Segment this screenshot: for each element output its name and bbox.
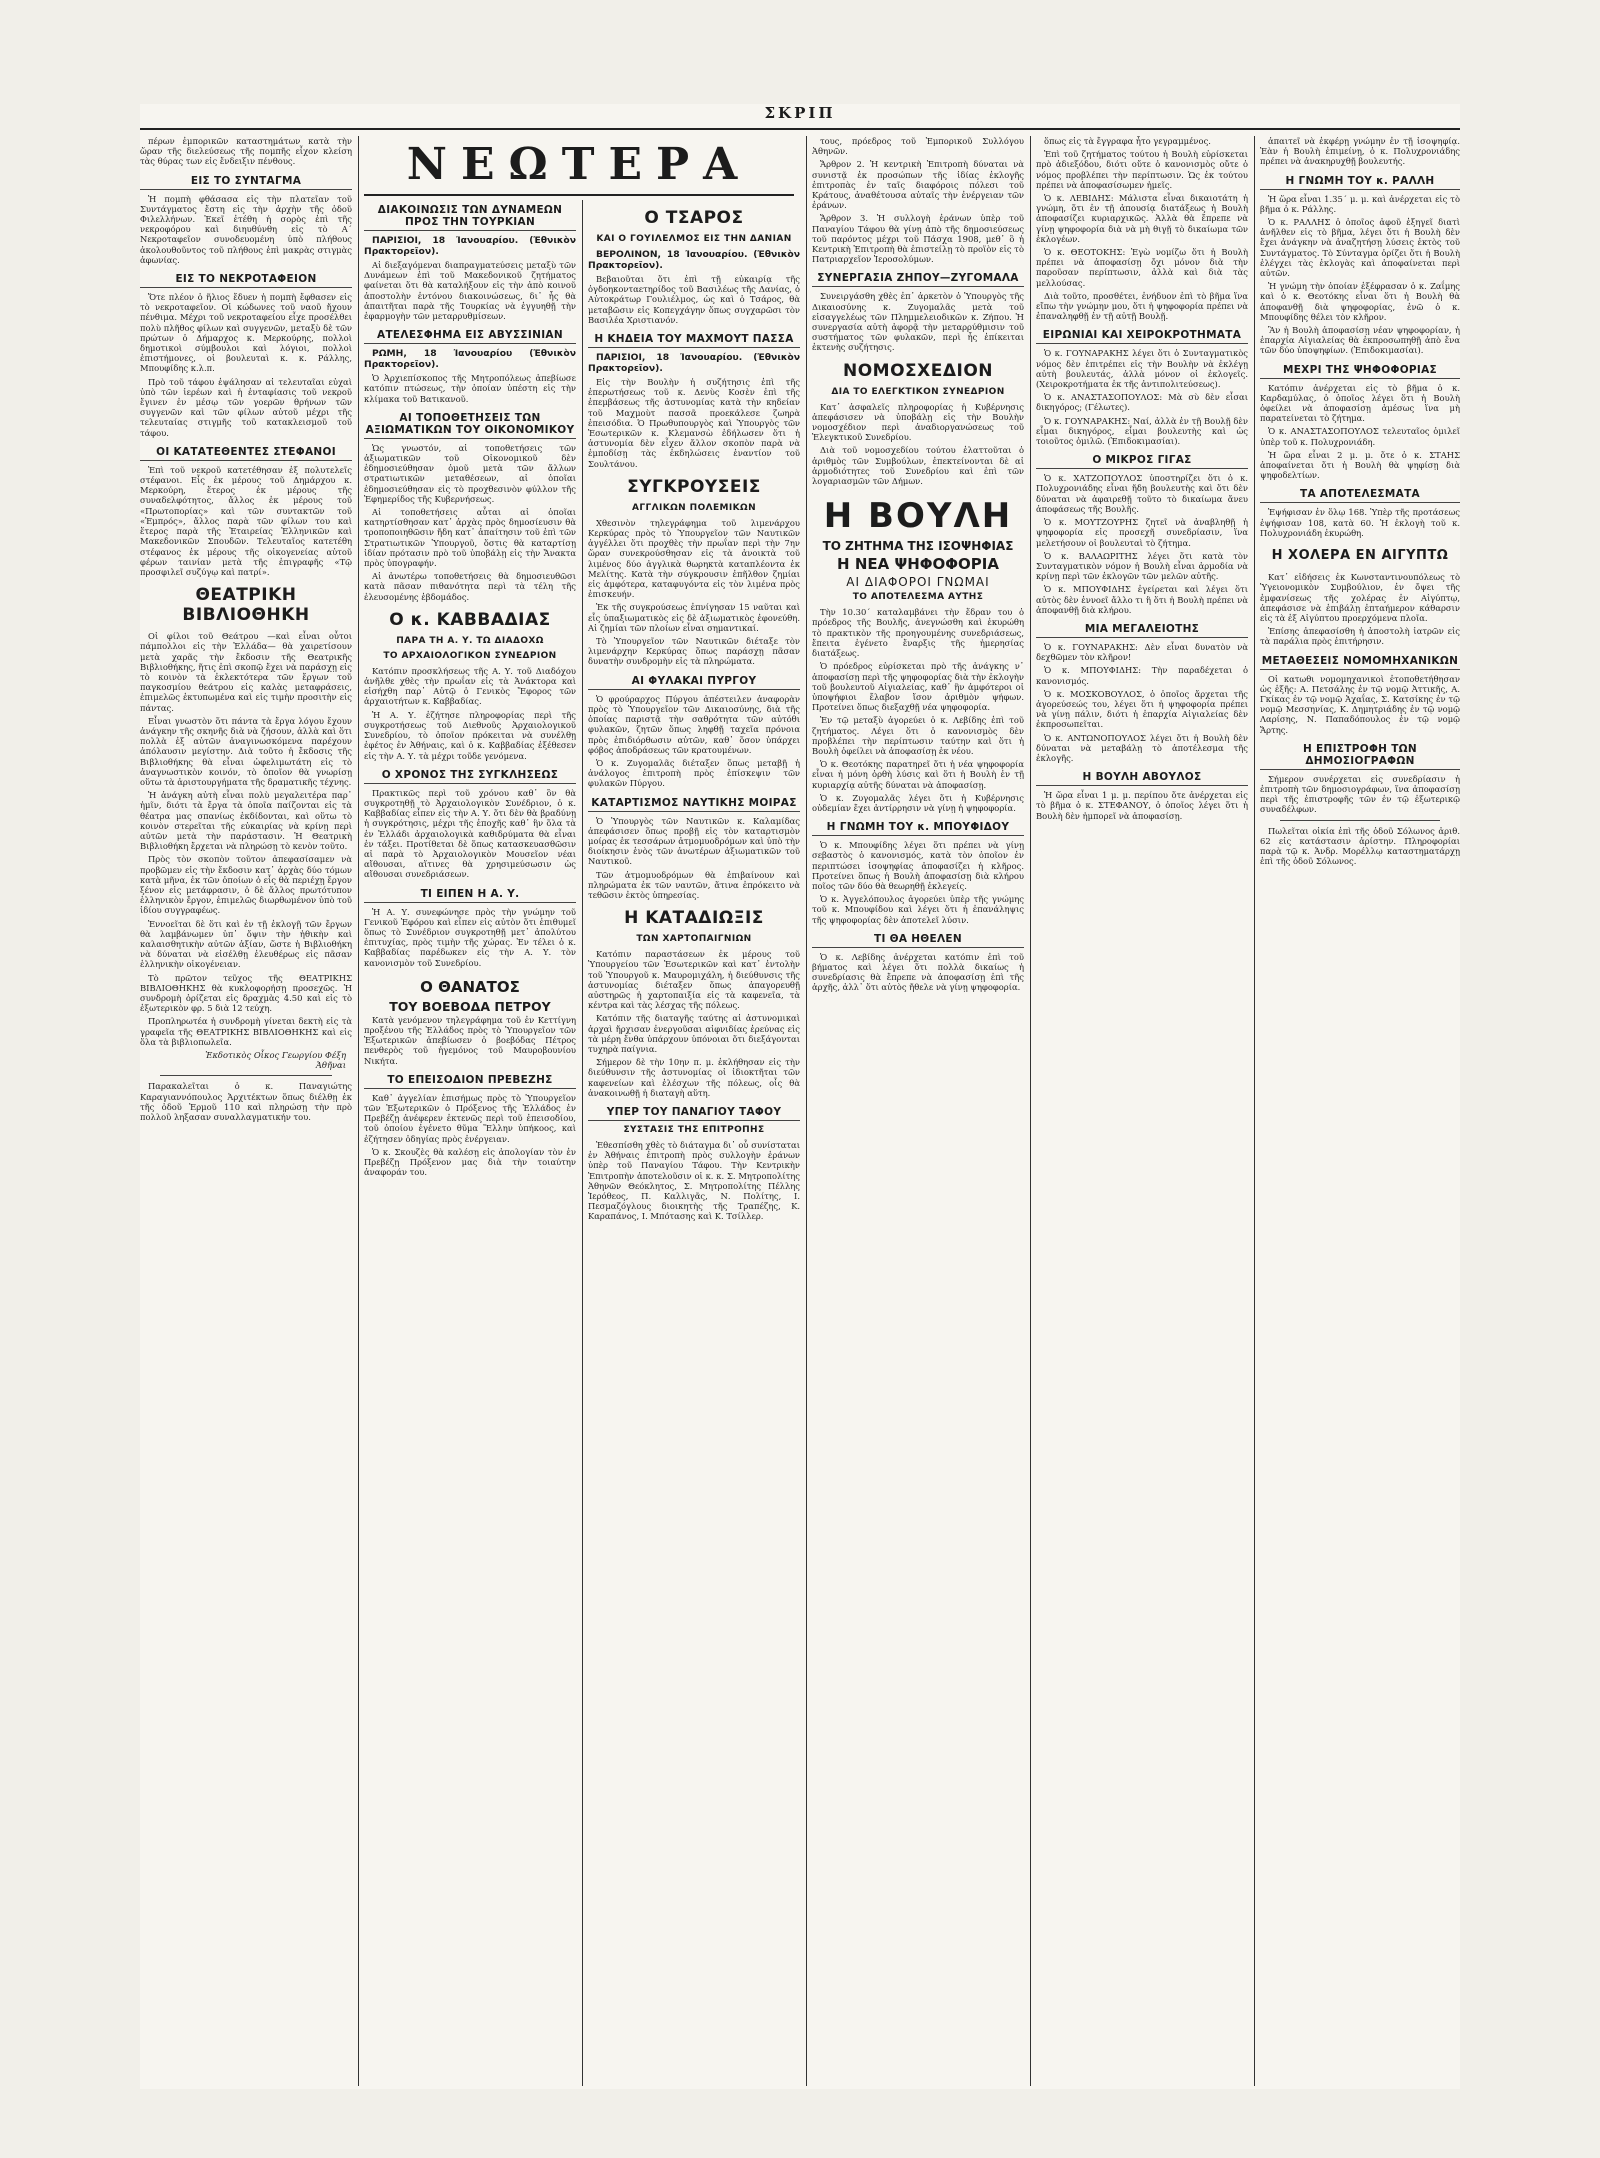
headline: ΤΟ ΕΠΕΙΣΟΔΙΟΝ ΠΡΕΒΕΖΗΣ: [364, 1072, 576, 1089]
paragraph: [364, 235, 576, 257]
paragraph: Ἡ Α. Υ. συνεφώνησε πρὸς τὴν γνώμην τοῦ Γενικοῦ Ἐφόρου καὶ εἶπεν εἰς αὐτὸν ὅτι ἐπιθυμεῖ ὅπως τὸ Συνέδριον συγκροτηθῇ μετ᾽ ἀπολύτου ἐπιτυχίας, πρὸς τιμὴν τῆς χώρας. Ἐν τέλει ὁ κ. Καββαδίας παρέδωκεν εἰς τὴν Α. Υ. τὸν κανονισμὸν τοῦ Συνεδρίου.: [364, 906, 576, 968]
dateline: ΠΑΡΙΣΙΟΙ, 18 Ἰανουαρίου. (Ἐθνικὸν Πρακτορεῖον).: [588, 352, 800, 375]
column-5: [1036, 136, 1248, 2086]
headline-large: Ο ΘΑΝΑΤΟΣ: [420, 977, 520, 996]
paragraph: Ἐθεσπίσθη χθὲς τὸ διάταγμα δι᾽ οὗ συνίσταται ἐν Ἀθήναις ἐπιτροπὴ πρὸς συλλογὴν ἐράνων ὑπὲρ τοῦ Παναγίου Τάφου. Τὴν Κεντρικὴν Ἐπιτροπὴν ἀποτελοῦσιν οἱ κ. κ. Σ. Μητροπολίτης Ἀθηνῶν Θεόκλητος, Σ. Μητροπολίτης Πέλλης Ἱερόθεος, Π. Καλλιγᾶς, Ν. Πολίτης, Ι. Πεσμαζόγλους διοικητὴς τῆς Τραπέζης, Κ. Καραπάνος, Ι. Μπότασης καὶ Κ. Τσίλλερ.: [588, 1139, 800, 1222]
paragraph: Ὅτε πλέον ὁ ἥλιος ἔδυεν ἡ πομπὴ ἔφθασεν εἰς τὸ νεκροταφεῖον. Οἱ κώδωνες τοῦ ναοῦ ἤχουν πένθιμα. Μέχρι τοῦ νεκροταφείου εἶχε προσέλθει πολὺ πλῆθος φίλων καὶ συγγενῶν, μεταξὺ δὲ τῶν πρώτων ὁ Δήμαρχος κ. Μερκούρης, πολλοὶ δημοτικοὶ σύμβουλοι καὶ λόγιοι, πολλοὶ ἐπιστήμονες, οἱ βουλευταὶ κ. κ. Ράλλης, Μπουφίδης κ.λ.π.: [140, 292, 352, 374]
paragraph: Ἂν ἡ Βουλὴ ἀποφασίσῃ νέαν ψηφοφορίαν, ἡ ἐπαρχία Αἰγιαλείας θὰ ἐκπροσωπηθῇ ἀπὸ ἕνα τῶν δύο ὑποψηφίων. (Ἐπιδοκιμασίαι).: [1260, 325, 1460, 356]
paragraph: [588, 352, 800, 374]
column-rule: [582, 200, 583, 2086]
paragraph: Αἱ τοποθετήσεις αὗται αἱ ὁποῖαι κατηρτίσθησαν κατ᾽ ἀρχὰς πρὸς δημοσίευσιν θὰ τροποποιηθῶσιν ἤδη κατ᾽ ἀπαίτησιν τοῦ ἐπὶ τῶν Στρατιωτικῶν Ὑπουργοῦ, ὅστις θὰ καταρτίσῃ ἰδίαν πρότασιν πρὸ τοῦ ὑποβάλῃ εἰς τὴν Ἄνακτα πρὸς ὑπογραφήν.: [364, 507, 576, 569]
headline: ΕΙΡΩΝΙΑΙ ΚΑΙ ΧΕΙΡΟΚΡΟΤΗΜΑΤΑ: [1036, 327, 1248, 344]
subheadline: ΣΥΣΤΑΣΙΣ ΤΗΣ ΕΠΙΤΡΟΠΗΣ: [623, 1124, 765, 1135]
headline-large: ΘΕΑΤΡΙΚΗ ΒΙΒΛΙΟΘΗΚΗ: [182, 585, 310, 626]
headline: ΚΑΤΑΡΤΙΣΜΟΣ ΝΑΥΤΙΚΗΣ ΜΟΙΡΑΣ: [588, 795, 800, 812]
headline-large: ΣΥΓΚΡΟΥΣΕΙΣ: [627, 476, 761, 497]
paragraph: Ὁ κ. ΒΑΛΑΩΡΙΤΗΣ λέγει ὅτι κατὰ τὸν Συνταγματικὸν νόμον ἡ Βουλὴ εἶναι ἁρμοδία νὰ κρίνῃ περὶ τῶν ἐκλογῶν τῶν μελῶν αὐτῆς.: [1036, 550, 1248, 582]
column-rule: [806, 136, 807, 2086]
columns: [140, 136, 1460, 2086]
paragraph: Ὁ κ. Ἀγγελόπουλος ἀγορεύει ὑπὲρ τῆς γνώμης τοῦ κ. Μπουφίδου καὶ λέγει ὅτι ἡ ἐπανάληψις τῆς ψηφοφορίας δὲν ἀποτελεῖ λύσιν.: [812, 894, 1024, 925]
newspaper-page: [140, 104, 1460, 2089]
subheadline: ΤΟ ΑΠΟΤΕΛΕΣΜΑ ΑΥΤΗΣ: [852, 592, 984, 603]
paragraph: Τὸ Ὑπουργεῖον τῶν Ναυτικῶν διέταξε τὸν λιμενάρχην Κερκύρας ὅπως παράσχῃ πᾶσαν δυνατὴν συνδρομὴν εἰς τὰ πληρώματα.: [588, 636, 800, 667]
paragraph: Σήμερον συνέρχεται εἰς συνεδρίασιν ἡ ἐπιτροπὴ τῶν δημοσιογράφων, ἵνα ἀποφασίσῃ περὶ τῆς ἐπιστροφῆς τῶν ἐν τῷ ἐξωτερικῷ συναδέλφων.: [1260, 773, 1460, 815]
notice: Πωλεῖται οἰκία ἐπὶ τῆς ὁδοῦ Σόλωνος ἀριθ. 62 εἰς κατάστασιν ἀρίστην. Πληροφορίαι παρὰ τῷ κ. Ἀνδρ. Μορέλλῳ καταστηματάρχῃ ἐπὶ τῆς ὁδοῦ Σόλωνος.: [1260, 825, 1460, 867]
paragraph: Ὁ κ. Λεβίδης ἀνέρχεται κατόπιν ἐπὶ τοῦ βήματος καὶ λέγει ὅτι πολλὰ δικαίως ἡ συνεδρίασις θὰ ἔπρεπε νὰ ἀποφασίσῃ ἐπὶ τῆς ἀρχῆς, ἀλλ᾽ ὅτι αὐτὸς ἤθελε νὰ γίνῃ ψηφοφορία.: [812, 951, 1024, 993]
headline: ΑΤΕΛΕΣΦΗΜΑ ΕΙΣ ΑΒΥΣΣΙΝΙΑΝ: [364, 327, 576, 344]
paragraph: Ἐννοεῖται δὲ ὅτι καὶ ἐν τῇ ἐκλογῇ τῶν ἔργων θὰ λαμβάνωμεν ὑπ᾽ ὄψιν τὴν ἠθικὴν καὶ καλαισθητικὴν αὐτῶν ἀξίαν, ὥστε ἡ Βιβλιοθήκη νὰ δύναται νὰ εἰσέλθῃ ἐλευθέρως εἰς πᾶσαν ἑλληνικὴν οἰκογένειαν.: [140, 918, 352, 970]
headline: ΜΙΑ ΜΕΓΑΛΕΙΟΤΗΣ: [1036, 621, 1248, 638]
paragraph: Ὁ κ. Ζυγομαλᾶς διέταξεν ὅπως μεταβῇ ἡ ἀνάλογος ἐπιτροπὴ πρὸς ἐπίσκεψιν τῶν φυλακῶν Πύργου.: [588, 757, 800, 789]
headline: ΜΕΤΑΘΕΣΕΙΣ ΝΟΜΟΜΗΧΑΝΙΚΩΝ: [1260, 653, 1460, 670]
paragraph: ὅπως εἰς τὰ ἔγγραφα ἦτο γεγραμμένος.: [1044, 136, 1211, 146]
headline: Η ΒΟΥΛΗ ΑΒΟΥΛΟΣ: [1036, 769, 1248, 786]
paragraph: Ἐπὶ τοῦ ζητήματος τούτου ἡ Βουλὴ εὑρίσκεται πρὸ ἀδιεξόδου, διότι οὔτε ὁ κανονισμὸς οὔτε ὁ νόμος προβλέπει τὴν περίπτωσιν. Ὡς ἐκ τούτου πρέπει νὰ ἀποφασίσωμεν ἡμεῖς.: [1036, 149, 1248, 190]
divider: [1280, 820, 1440, 821]
paragraph: Ὁ Ὑπουργὸς τῶν Ναυτικῶν κ. Καλαμίδας ἀπεφάσισεν ὅπως προβῇ εἰς τὸν καταρτισμὸν μοίρας ἐκ τεσσάρων ἀτμομυοδρόμων καὶ ὑπὸ τὴν διοίκησιν ἑνὸς τῶν ἀνωτέρων ἀξιωματικῶν τοῦ Ναυτικοῦ.: [588, 815, 800, 867]
paragraph: Ἄρθρον 3. Ἡ συλλογὴ ἐράνων ὑπὲρ τοῦ Παναγίου Τάφου θὰ γίνῃ ἀπὸ τῆς δημοσιεύσεως τοῦ παρόντος μέχρι τοῦ Πάσχα 1908, μεθ᾽ ὃ ἡ Κεντρικὴ Ἐπιτροπὴ θὰ ἐπιστείλῃ τὸ προϊὸν εἰς τὸ Πατριαρχεῖον Ἱεροσολύμων.: [812, 213, 1024, 265]
headline: ΕΙΣ ΤΟ ΝΕΚΡΟΤΑΦΕΙΟΝ: [140, 271, 352, 288]
paragraph: Ὁ κ. ΑΝΤΩΝΟΠΟΥΛΟΣ λέγει ὅτι ἡ Βουλὴ δὲν δύναται νὰ μεταβάλῃ τὸ ἀποτέλεσμα τῆς ἐκλογῆς.: [1036, 732, 1248, 763]
headline: ΤΙ ΘΑ ΗΘΕΛΕΝ: [812, 931, 1024, 948]
column-6: [1260, 136, 1460, 2086]
subheadline: ΑΓΓΛΙΚΩΝ ΠΟΛΕΜΙΚΩΝ: [632, 502, 756, 513]
paragraph: Κατόπιν ἀνέρχεται εἰς τὸ βῆμα ὁ κ. Καρδαμύλας, ὁ ὁποῖος λέγει ὅτι ἡ Βουλὴ ὀφείλει νὰ ἀποφασίσῃ ἀμέσως ἵνα μὴ παρατείνεται τὸ ζήτημα.: [1260, 382, 1460, 424]
paragraph: Αἱ ἀνωτέρω τοποθετήσεις θὰ δημοσιευθῶσι κατὰ πᾶσαν πιθανότητα περὶ τὰ τέλη τῆς ἐλευσομένης ἑβδομάδος.: [364, 571, 576, 602]
notice: Παρακαλεῖται ὁ κ. Παναγιώτης Καραγιαννόπουλος Ἀρχιτέκτων ὅπως διέλθῃ ἐκ τῆς ὁδοῦ Ἑρμοῦ 110 καὶ πληρώσῃ τὴν πρὸ πολλοῦ ληξασαν συναλλαγματικήν του.: [140, 1081, 352, 1123]
paragraph: Κατὰ γενόμενον τηλεγράφημα τοῦ ἐν Κεττίγνη προξένου τῆς Ἑλλάδος πρὸς τὸ Ὑπουργεῖον τῶν Ἐξωτερικῶν ἀπεβίωσεν ὁ βοεβόδας Πέτρος πενθερὸς τοῦ ἡγεμόνος τοῦ Μαυροβουνίου Νικήτα.: [364, 1014, 576, 1066]
paragraph: Ἡ ὥρα εἶναι 2 μ. μ. ὅτε ὁ κ. ΣΤΑΗΣ ἀποφαίνεται ὅτι ἡ Βουλὴ θὰ ψηφίσῃ διὰ ψηφοδελτίων.: [1260, 449, 1460, 481]
masthead: [140, 104, 1460, 130]
paragraph: Διὰ τοῦτο, προσθέτει, ἐνήδυον ἐπὶ τὸ βῆμα ἵνα εἴπω τὴν γνώμην μου, ὅτι ἡ ψηφοφορία πρέπει νὰ ἐπαναληφθῇ ἐν τῇ αὐτῇ Βουλῇ.: [1036, 290, 1248, 322]
paragraph: Ἄρθρον 2. Ἡ κεντρικὴ Ἐπιτροπὴ δύναται νὰ συνιστᾷ ἐκ προσώπων τῆς ἰδίας ἐκλογῆς ἐπιτροπὰς ἐν ταῖς διαφόροις πόλεσι τοῦ Κράτους, ἀναθέτουσα αὐταῖς τὴν ἐνέργειαν τῶν ἐράνων.: [812, 159, 1024, 211]
paragraph: Κατόπιν παραστάσεων ἐκ μέρους τοῦ Ὑπουργείου τῶν Ἐσωτερικῶν καὶ κατ᾽ ἐντολὴν τοῦ Ὑπουργοῦ κ. Μαυρομιχάλη, ἡ διεύθυνσις τῆς ἀστυνομίας διέταξεν ὅπως ἀπαγορευθῇ αὐστηρῶς ἡ χαρτοπαιξία εἰς τὰ καφενεῖα, τὰ κέντρα καὶ τὰς λέσχας τῆς πόλεως.: [588, 949, 800, 1011]
paragraph: Προπληρωτέα ἡ συνδρομὴ γίνεται δεκτὴ εἰς τὰ γραφεῖα τῆς ΘΕΑΤΡΙΚΗΣ ΒΙΒΛΙΟΘΗΚΗΣ καὶ εἰς ὅλα τὰ βιβλιοπωλεῖα.: [140, 1016, 352, 1047]
paragraph: [364, 348, 576, 370]
paragraph: Κατόπιν τῆς διαταγῆς ταύτης αἱ ἀστυνομικαὶ ἀρχαὶ ἤρχισαν ἐνεργοῦσαι αἰφνιδίας ἐρεύνας εἰς τὰ μέρη ἔνθα ὑπάρχουν ὑπόνοιαι ὅτι διεξάγονται τυχηρὰ παίγνια.: [588, 1013, 800, 1054]
dateline: ΒΕΡΟΛΙΝΟΝ, 18 Ἰανουαρίου. (Ἐθνικὸν Πρακτορεῖον).: [588, 249, 800, 271]
headline: Η ΓΝΩΜΗ ΤΟΥ κ. ΡΑΛΛΗ: [1260, 173, 1460, 190]
paragraph: Αἱ διεξαγόμεναι διαπραγματεύσεις μεταξὺ τῶν Δυνάμεων ἐπὶ τοῦ Μακεδονικοῦ ζητήματος φαίνεται ὅτι θὰ καταλήξουν εἰς τὴν ἀπὸ κοινοῦ ἀποστολὴν ἐντόνου διακοινώσεως, δι᾽ ἧς θὰ ἀπαιτῆται παρὰ τῆς Τουρκίας νὰ ἐγγυηθῇ τὴν ἐφαρμογὴν τῶν μεταρρυθμίσεων.: [364, 260, 576, 322]
paragraph: Κατ᾽ εἰδήσεις ἐκ Κωνσταντινουπόλεως τὸ Ὑγειονομικὸν Συμβούλιον, ἐν ὄψει τῆς ἐμφανίσεως τῆς χολέρας ἐν Αἰγύπτῳ, ἀπεφάσισε νὰ ἐπιβάλῃ ἐπταήμερον κάθαρσιν εἰς τὰ ἐξ Αἰγύπτου προερχόμενα πλοῖα.: [1260, 572, 1460, 623]
paragraph: Ὁ Ἀρχιεπίσκοπος τῆς Μητροπόλεως ἀπεβίωσε κατόπιν πτώσεως, τὴν ὁποίαν ὑπέστη εἰς τὴν κλίμακα τοῦ Βατικανοῦ.: [364, 373, 576, 404]
paragraph: πέρων ἐμπορικῶν καταστημάτων κατὰ τὴν ὥραν τῆς διελεύσεως τῆς πομπῆς εἶχον κλείση τὰς θύρας των εἰς ἔνδειξιν πένθους.: [140, 136, 352, 167]
page-title: ΣΚΡΙΠ: [764, 104, 836, 122]
paragraph: Τῶν ἀτμομυοδρόμων θὰ ἐπιβαίνουν καὶ πληρώματα ἐκ τῶν ναυτῶν, ἅτινα ἐπρόκειτο νὰ τεθῶσιν ἐκτὸς ὑπηρεσίας.: [588, 869, 800, 900]
headline: ΤΙ ΕΙΠΕΝ Η Α. Υ.: [364, 886, 576, 903]
paragraph: Ὁ κ. ΜΟΥΤΖΟΥΡΗΣ ζητεῖ νὰ ἀναβληθῇ ἡ ψηφοφορία εἰς προσεχῆ συνεδρίασιν, ἵνα μελετήσουν οἱ βουλευταὶ τὸ ζήτημα.: [1036, 517, 1248, 548]
paragraph: Ὡς γνωστόν, αἱ τοποθετήσεις τῶν ἀξιωματικῶν τοῦ Οἰκονομικοῦ δὲν ἐδημοσιεύθησαν ὁμοῦ μετὰ τῶν ἄλλων στρατιωτικῶν μεταθέσεων, αἱ ὁποῖαι ἐδημοσιεύθησαν εἰς τὸ προχθεσινὸν φύλλον τῆς Ἐφημερίδος τῆς Κυβερνήσεως.: [364, 442, 576, 504]
headline: Η ΓΝΩΜΗ ΤΟΥ κ. ΜΠΟΥΦΙΔΟΥ: [812, 819, 1024, 836]
subheadline: ΤΩΝ ΧΑΡΤΟΠΑΙΓΝΙΩΝ: [636, 934, 752, 945]
column-rule: [1254, 136, 1255, 2086]
paragraph: Χθεσινὸν τηλεγράφημα τοῦ λιμενάρχου Κερκύρας πρὸς τὸ Ὑπουργεῖον τῶν Ναυτικῶν ἀγγέλλει ὅτι προχθὲς τὴν πρωΐαν περὶ τὴν 7ην ὥραν συνεκρούσθησαν εἰς τὰ ἀνοικτὰ τοῦ λιμένος δύο ἀγγλικὰ θωρηκτὰ καταπλέοντα ἐκ Μελίτης. Κατὰ τὴν σύγκρουσιν ἐπῆλθον ζημίαι εἰς ἀμφότερα, καταφυγόντα εἰς τὸν λιμένα πρὸς ἐπισκευήν.: [588, 517, 800, 600]
paragraph: Κατ᾽ ἀσφαλεῖς πληροφορίας ἡ Κυβέρνησις ἀπεφάσισεν νὰ ὑποβάλῃ εἰς τὴν Βουλὴν νομοσχέδιον περὶ ἀναδιοργανώσεως τοῦ Ἐλεγκτικοῦ Συνεδρίου.: [812, 401, 1024, 443]
section-banner: ΝΕΩΤΕΡΑ: [364, 136, 794, 196]
paragraph: Καθ᾽ ἀγγελίαν ἐπισήμως πρὸς τὸ Ὑπουργεῖον τῶν Ἐξωτερικῶν ὁ Πρόξενος τῆς Ἑλλάδος ἐν Πρεβέζῃ ἀνέφερεν ἐκτενῶς περὶ τοῦ ἐπεισοδίου, τοῦ ὁποίου ἐγένετο θῦμα Ἕλλην ὑπήκοος, καὶ ἐζήτησεν ὁδηγίας πρὸς ἐνέργειαν.: [364, 1092, 576, 1144]
subheadline: ΤΟ ΖΗΤΗΜΑ ΤΗΣ ΙΣΟΨΗΦΙΑΣ: [822, 539, 1014, 554]
paragraph: [588, 249, 800, 271]
paragraph: Πρακτικῶς περὶ τοῦ χρόνου καθ᾽ ὃν θὰ συγκροτηθῇ τὸ Ἀρχαιολογικὸν Συνέδριον, ὁ κ. Καββαδίας εἶπεν εἰς τὴν Α. Υ. ὅτι δὲν θὰ βραδύνῃ ἡ συγκρότησις, μέχρι τῆς ἐποχῆς καθ᾽ ἣν ὅλα τὰ ἐν Ἑλλάδι ἀρχαιολογικὰ καθιδρύματα θὰ εἶναι ἐν τάξει. Προτίθεται δὲ ὅπως κατασκευασθῶσιν αἱ παρὰ τὸ Ἀρχαιολογικὸν Μουσεῖον νέαι αἴθουσαι, αἵτινες θὰ χρησιμεύσωσιν ὡς αἴθουσαι συνεδριάσεων.: [364, 787, 576, 880]
paragraph: Ἐπὶ τοῦ νεκροῦ κατετέθησαν ἐξ πολυτελεῖς στέφανοι. Εἷς ἐκ μέρους τοῦ Δημάρχου κ. Μερκούρη, ἕτερος ἐκ μέρους τῆς συναδελφότητος, ἄλλος ἐκ μέρους τοῦ «Πρωτοπορίας» καὶ τῶν συντακτῶν τοῦ «Ἐμπρός», ἄλλος παρὰ τῶν φίλων του καὶ ἕτερος παρὰ τῆς Ἑταιρείας Ἑλληνικῶν καὶ Μακεδονικῶν Σπουδῶν. Τελευταῖος κατετέθη στέφανος ἐκ μέρους τῆς οἰκογενείας αὐτοῦ φέρων ταινίαν μετὰ τῆς ἐπιγραφῆς «Τῷ προσφιλεῖ συζύγῳ καὶ πατρί».: [140, 464, 352, 577]
paragraph: Βεβαιοῦται ὅτι ἐπὶ τῇ εὐκαιρίᾳ τῆς ὀγδοηκονταετηρίδος τοῦ Βασιλέως τῆς Δανίας, ὁ Αὐτοκράτωρ Γουλιέλμος, ὡς καὶ ὁ Τσάρος, θὰ μεταβῶσιν εἰς Κοπεγχάγην ὅπως συγχαρῶσι τὸν Βασιλέα Χριστιανόν.: [588, 274, 800, 325]
column-1: [140, 136, 352, 2086]
paragraph: τους, πρόεδρος τοῦ Ἐμπορικοῦ Συλλόγου Ἀθηνῶν.: [812, 136, 1024, 157]
signature: Ἐκδοτικὸς Οἶκος Γεωργίου Φέξη: [205, 1050, 346, 1061]
headline: Η ΕΠΙΣΤΡΟΦΗ ΤΩΝ ΔΗΜΟΣΙΟΓΡΑΦΩΝ: [1260, 741, 1460, 770]
headline: ΣΥΝΕΡΓΑΣΙΑ ΖΗΠΟΥ—ΖΥΓΟΜΑΛΑ: [812, 270, 1024, 287]
paragraph: Τὴν 10.30΄ καταλαμβάνει τὴν ἕδραν του ὁ πρόεδρος τῆς Βουλῆς, ἀνεγνώσθη καὶ ἐκυρώθη τὸ πρακτικὸν τῆς προηγουμένης συνεδριάσεως, ἔπειτα ἐγένετο ἔναρξις τῆς ἡμερησίας διατάξεως.: [812, 607, 1024, 659]
headline: ΥΠΕΡ ΤΟΥ ΠΑΝΑΓΙΟΥ ΤΑΦΟΥ: [588, 1104, 800, 1121]
headline: ΑΙ ΤΟΠΟΘΕΤΗΣΕΙΣ ΤΩΝ ΑΞΙΩΜΑΤΙΚΩΝ ΤΟΥ ΟΙΚΟΝΟΜΙΚΟΥ: [364, 410, 576, 439]
column-3: [588, 200, 800, 2086]
paragraph: Διὰ τοῦ νομοσχεδίου τούτου ἐλαττοῦται ὁ ἀριθμὸς τῶν Συμβούλων, ἐπεκτείνονται δὲ αἱ ἁρμοδιότητες τοῦ Συνεδρίου καὶ ἐπὶ τῶν λογαριασμῶν τῶν Δήμων.: [812, 445, 1024, 487]
paragraph: Ὁ κ. ΓΟΥΝΑΡΑΚΗΣ λέγει ὅτι ὁ Συνταγματικὸς νόμος δὲν ἐπιτρέπει εἰς τὴν Βουλὴν νὰ ἐκλέγῃ αὐτὴ βουλευτάς, ἀλλὰ μόνον οἱ ἐκλογεῖς. (Χειροκροτήματα ἐκ τῆς ἀντιπολιτεύσεως).: [1036, 348, 1248, 390]
paragraph: Ὁ κ. ΘΕΟΤΟΚΗΣ: Ἐγὼ νομίζω ὅτι ἡ Βουλὴ πρέπει νὰ ἀποφασίσῃ ὄχι μόνον διὰ τὴν παροῦσαν περίπτωσιν, ἀλλὰ καὶ διὰ τὰς μελλούσας.: [1036, 247, 1248, 288]
subheadline: ΔΙΑ ΤΟ ΕΛΕΓΚΤΙΚΟΝ ΣΥΝΕΔΡΙΟΝ: [831, 386, 1005, 397]
paragraph: Πρὸ τοῦ τάφου ἐψάλησαν αἱ τελευταῖαι εὐχαὶ ὑπὸ τῶν ἱερέων καὶ ἡ ἐνταφίασις τοῦ νεκροῦ ἔγινεν ἐν μέσῳ τῶν γοερῶν θρήνων τῶν συγγενῶν καὶ τῶν φίλων αὐτοῦ μέχρι τῆς τελευταίας στιγμῆς τοῦ κατακλεισμοῦ τοῦ τάφου.: [140, 376, 352, 438]
subheadline: ΑΙ ΔΙΑΦΟΡΟΙ ΓΝΩΜΑΙ: [846, 575, 990, 590]
paragraph: Ὁ κ. ΜΠΟΥΦΙΔΗΣ ἐγείρεται καὶ λέγει ὅτι αὐτὸς δὲν ἐννοεῖ ἄλλο τι ἢ ὅτι ἡ Βουλὴ πρέπει νὰ ἀποφανθῇ διὰ κλήρου.: [1036, 584, 1248, 615]
column-4: [812, 136, 1024, 2086]
paragraph: Ὁ κ. Μπουφίδης λέγει ὅτι πρέπει νὰ γίνῃ σεβαστὸς ὁ κανονισμός, κατὰ τὸν ὁποῖον ἐν περιπτώσει ἰσοψηφίας ἀποφασίζει ἡ κλῆρος. Προτείνει ὅπως ἡ Βουλὴ ἀποφασίσῃ διὰ κλήρου ποῖος τῶν δύο θὰ θεωρηθῇ ἐκλεγείς.: [812, 840, 1024, 891]
subheadline: ΤΟ ΑΡΧΑΙΟΛΟΓΙΚΟΝ ΣΥΝΕΔΡΙΟΝ: [383, 650, 557, 661]
subheadline: ΠΑΡΑ ΤΗ Α. Υ. ΤΩ ΔΙΑΔΟΧΩ: [396, 635, 544, 646]
paragraph: ἀπαιτεῖ νὰ ἐκφέρῃ γνώμην ἐν τῇ ἰσοψηφίᾳ. Ἐὰν ἡ Βουλὴ ἐπιμείνῃ, ὁ κ. Πολυχρονιάδης πρέπει νὰ ἀνακηρυχθῇ βουλευτής.: [1260, 136, 1460, 167]
paragraph: Ἡ ὥρα εἶναι 1.35΄ μ. μ. καὶ ἀνέρχεται εἰς τὸ βῆμα ὁ κ. Ράλλης.: [1260, 193, 1460, 214]
paragraph: Ὁ κ. Σκουζὲς θὰ καλέσῃ εἰς ἀπολογίαν τὸν ἐν Πρεβέζῃ Πρόξενον μας διὰ τὴν τοιαύτην ἀναφοράν του.: [364, 1146, 576, 1178]
headline-large: Η ΚΑΤΑΔΙΩΞΙΣ: [624, 908, 764, 929]
paragraph: Οἱ φίλοι τοῦ Θεάτρου —καὶ εἶναι οὗτοι πάμπολλοι εἰς τὴν Ἑλλάδα— θὰ χαιρετίσουν μετὰ χαρᾶς τὴν ἔκδοσιν τῆς Θεατρικῆς Βιβλιοθήκης, ἥτις ἐπὶ σκοπῷ ἔχει νὰ παράσχῃ εἰς τὸ κοινὸν τὰ ἐκλεκτότερα τῶν ἔργων τοῦ παγκοσμίου θεάτρου εἰς καλὰς μεταφράσεις, ἐπιμελῶς ἐκτυπωμένα καὶ εἰς τιμὴν προσιτὴν εἰς πάντας.: [140, 631, 352, 713]
paragraph: Ὁ κ. ΛΕΒΙΔΗΣ: Μάλιστα εἶναι δικαιοτάτη ἡ γνώμη, ὅτι ἐν τῇ ἀπουσίᾳ διατάξεως ἡ Βουλὴ ἀποφασίζει κυριαρχικῶς. Ἀλλὰ θὰ ἔπρεπε νὰ γίνῃ ψηφοφορία διὰ νὰ μὴ θιγῇ τὸ δικαίωμα τῶν ἐκλογέων.: [1036, 193, 1248, 244]
paragraph: Ἐκ τῆς συγκρούσεως ἐπνίγησαν 15 ναῦται καὶ εἷς ὑπαξιωματικὸς εἰς δὲ ἀξιωματικὸς ἐφονεύθη. Αἱ ζημίαι τῶν πλοίων εἶναι σημαντικαί.: [588, 602, 800, 633]
paragraph: Ὁ πρόεδρος εὑρίσκεται πρὸ τῆς ἀνάγκης ν᾽ ἀποφασίσῃ περὶ τῆς ψηφοφορίας διὰ τὴν ἐκλογὴν τοῦ βουλευτοῦ Αἰγιαλείας, καθ᾽ ἣν ἀμφότεροι οἱ ὑποψήφιοι ἔλαβον ἴσον ἀριθμὸν ψήφων. Προτείνει ὅπως διεξαχθῇ νέα ψηφοφορία.: [812, 661, 1024, 713]
divider: [160, 1075, 332, 1076]
paragraph: Τὸ πρῶτον τεῦχος τῆς ΘΕΑΤΡΙΚΗΣ ΒΙΒΛΙΟΘΗΚΗΣ θὰ κυκλοφορήσῃ προσεχῶς. Ἡ συνδρομὴ ὁρίζεται εἰς δραχμὰς 4.50 καὶ εἰς τὸ ἐξωτερικὸν φρ. 5 διὰ 12 τεύχη.: [140, 972, 352, 1014]
headline-banner: Η ΒΟΥΛΗ: [823, 496, 1013, 537]
headline: ΤΑ ΑΠΟΤΕΛΕΣΜΑΤΑ: [1260, 486, 1460, 503]
headline: Η ΚΗΔΕΙΑ ΤΟΥ ΜΑΧΜΟΥΤ ΠΑΣΣΑ: [588, 331, 800, 348]
paragraph: Ὁ κ. Θεοτόκης παρατηρεῖ ὅτι ἡ νέα ψηφοφορία εἶναι ἡ μόνη ὀρθὴ λύσις καὶ ὅτι ἡ Βουλὴ ἐν τῇ κυριαρχίᾳ αὐτῆς δύναται νὰ ἀποφασίσῃ.: [812, 759, 1024, 790]
dateline: ΡΩΜΗ, 18 Ἰανουαρίου (Ἐθνικὸν Πρακτορεῖον).: [364, 348, 576, 371]
headline: Ο ΧΡΟΝΟΣ ΤΗΣ ΣΥΓΚΛΗΣΕΩΣ: [364, 767, 576, 784]
dateline: ΠΑΡΙΣΙΟΙ, 18 Ἰανουαρίου. (Ἐθνικὸν Πρακτορεῖον).: [364, 235, 576, 257]
subheadline: Η ΝΕΑ ΨΗΦΟΦΟΡΙΑ: [837, 555, 999, 574]
column-rule: [1030, 136, 1031, 2086]
subheadline: ΤΟΥ ΒΟΕΒΟΔΑ ΠΕΤΡΟΥ: [389, 998, 551, 1014]
paragraph: Σήμερον δὲ τὴν 10ην π. μ. ἐκλήθησαν εἰς τὴν διεύθυνσιν τῆς ἀστυνομίας οἱ ἰδιοκτῆται τῶν καφενείων καὶ ἐλέσχων τῆς πόλεως, οἷς θὰ ἀνακοινωθῇ ἡ διαταγὴ αὕτη.: [588, 1057, 800, 1098]
paragraph: Ἡ ἀνάγκη αὐτὴ εἶναι πολὺ μεγαλειτέρα παρ᾽ ἡμῖν, διότι τὰ ἔργα τὰ ὁποῖα παίζονται εἰς τὰ θέατρα μας σπανίως ἐκδίδονται, καὶ οὕτω τὸ κοινὸν στερεῖται τῆς εὐκαιρίας νὰ κρίνῃ περὶ αὐτῶν μετὰ τὴν παράστασιν. Ἡ Θεατρικὴ Βιβλιοθήκη ἔρχεται νὰ πληρώσῃ τὸ κενὸν τοῦτο.: [140, 790, 352, 852]
paragraph: Ὁ κ. ΡΑΛΛΗΣ ὁ ὁποῖος ἀφοῦ ἐξηγεῖ διατὶ ἀνῆλθεν εἰς τὸ βῆμα, λέγει ὅτι ἡ Βουλὴ δὲν ἔχει ἀνάγκην νὰ ἀναζητήσῃ λύσεις ἐκτὸς τοῦ Συντάγματος. Τὸ Σύνταγμα ὁρίζει ὅτι ἡ Βουλὴ ἐλέγχει τὰς ἐκλογὰς καὶ ἀποφαίνεται περὶ αὐτῶν.: [1260, 217, 1460, 279]
paragraph: Ὁ κ. ΜΠΟΥΦΙΔΗΣ: Τὴν παραδέχεται ὁ κανονισμός.: [1036, 665, 1248, 686]
headline: ΑΙ ΦΥΛΑΚΑΙ ΠΥΡΓΟΥ: [588, 673, 800, 690]
headline-large: Η ΧΟΛΕΡΑ ΕΝ ΑΙΓΥΠΤΩ: [1271, 548, 1449, 564]
paragraph: Ἐπίσης ἀπεφασίσθη ἡ ἀποστολὴ ἰατρῶν εἰς τὰ παράλια πρὸς ἐπιτήρησιν.: [1260, 626, 1460, 647]
paragraph: Ὁ κ. Ζυγομαλᾶς λέγει ὅτι ἡ Κυβέρνησις οὐδεμίαν ἔχει ἀντίρρησιν νὰ γίνῃ ἡ ψηφοφορία.: [812, 792, 1024, 813]
paragraph: Εἶναι γνωστὸν ὅτι πάντα τὰ ἔργα λόγου ἔχουν ἀνάγκην τῆς σκηνῆς διὰ νὰ ζήσουν, ἀλλὰ καὶ ὅτι πολλὰ ἐξ αὐτῶν ἀναγινωσκόμενα παρέχουν ἀπόλαυσιν μεγίστην. Διὰ τοῦτο ἡ ἔκδοσις τῆς Βιβλιοθήκης θὰ εἶναι ὠφελιμωτάτη εἰς τὸ ἀναγνωστικὸν κοινόν, τὸ ὁποῖον θὰ γνωρίσῃ οὕτω τὰ ἀριστουργήματα τῆς δραματικῆς τέχνης.: [140, 715, 352, 787]
paragraph: Ὁ κ. ΑΝΑΣΤΑΣΟΠΟΥΛΟΣ τελευταῖος ὁμιλεῖ ὑπὲρ τοῦ κ. Πολυχρονιάδη.: [1260, 426, 1460, 447]
subheadline: ΚΑΙ Ο ΓΟΥΙΛΕΛΜΟΣ ΕΙΣ ΤΗΝ ΔΑΝΙΑΝ: [596, 234, 792, 244]
paragraph: Ὁ κ. ΓΟΥΝΑΡΑΚΗΣ: Ναί, ἀλλὰ ἐν τῇ Βουλῇ δὲν εἶμαι δικηγόρος, εἶμαι βουλευτὴς καὶ ὡς τοιοῦτος ὁμιλῶ. (Ἐπιδοκιμασίαι).: [1036, 415, 1248, 447]
paragraph: Ὁ κ. ΑΝΑΣΤΑΣΟΠΟΥΛΟΣ: Μὰ σὺ δὲν εἶσαι δικηγόρος; (Γέλωτες).: [1036, 392, 1248, 413]
paragraph: Κατόπιν προσκλήσεως τῆς Α. Υ. τοῦ Διαδόχου ἀνῆλθε χθὲς τὴν πρωΐαν εἰς τὰ Ἀνάκτορα καὶ εἰσήχθη παρ᾽ Αὐτῷ ὁ Γενικὸς Ἔφορος τῶν ἀρχαιοτήτων κ. Καββαδίας.: [364, 665, 576, 707]
column-rule: [358, 136, 359, 2086]
headline-large: Ο κ. ΚΑΒΒΑΔΙΑΣ: [389, 609, 551, 630]
paragraph: Ἐψήφισαν ἐν ὅλῳ 168. Ὑπὲρ τῆς προτάσεως ἐψήφισαν 108, κατὰ 60. Ἡ ἐκλογὴ τοῦ κ. Πολυχρονιάδη ἐκυρώθη.: [1260, 507, 1460, 538]
paragraph: Ἡ ὥρα εἶναι 1 μ. μ. περίπου ὅτε ἀνέρχεται εἰς τὸ βῆμα ὁ κ. ΣΤΕΦΑΝΟΥ, ὁ ὁποῖος λέγει ὅτι ἡ Βουλὴ δὲν ἠμπορεῖ νὰ ἀποφασίσῃ.: [1036, 790, 1248, 821]
paragraph: Ὁ κ. ΓΟΥΝΑΡΑΚΗΣ: Δὲν εἶναι δυνατὸν νὰ δεχθῶμεν τὸν κλῆρον!: [1036, 641, 1248, 663]
paragraph: Ἡ πομπὴ φθάσασα εἰς τὴν πλατεῖαν τοῦ Συντάγματος ἔστη εἰς τὴν ἀρχὴν τῆς ὁδοῦ Φιλελλήνων. Ἐκεῖ ἐτέθη ἡ σορὸς ἐπὶ τῆς νεκροφόρου καὶ διηυθύνθη εἰς τὸ Α΄ Νεκροταφεῖον συνοδευομένη ὑπὸ πλήθους ἀκολουθοῦντος τοῦ πλήθους ἐπὶ μακρὰς στιγμὰς ἀφωνίας.: [140, 193, 352, 265]
paragraph: Οἱ κατωθι νομομηχανικοὶ ἐτοποθετήθησαν ὡς ἑξῆς: Α. Πετσάλης ἐν τῷ νομῷ Ἀττικῆς, Α. Γκίκας ἐν τῷ νομῷ Ἀχαΐας, Σ. Κατσίκης ἐν τῷ νομῷ Μεσσηνίας, Κ. Δημητριάδης ἐν τῷ νομῷ Λαρίσης, Ν. Παπαδόπουλος ἐν τῷ νομῷ Ἄρτης.: [1260, 673, 1460, 735]
paragraph: Συνειργάσθη χθὲς ἐπ᾽ ἀρκετὸν ὁ Ὑπουργὸς τῆς Δικαιοσύνης κ. Ζυγομαλᾶς μετὰ τοῦ εἰσαγγελέως τῶν Πλημμελειοδικῶν κ. Ζήπου. Ἡ συνεργασία αὐτὴ ἀφορᾷ τὴν μεταρρύθμισιν τοῦ συστήματος τῶν φυλακῶν, περὶ ἧς ἐπίκειται ἐκτενὴς συζήτησις.: [812, 291, 1024, 353]
headline: ΟΙ ΚΑΤΑΤΕΘΕΝΤΕΣ ΣΤΕΦΑΝΟΙ: [140, 444, 352, 461]
headline-large: ΝΟΜΟΣΧΕΔΙΟΝ: [842, 360, 994, 381]
paragraph: Ὁ κ. ΧΑΤΖΟΠΟΥΛΟΣ ὑποστηρίζει ὅτι ὁ κ. Πολυχρονιάδης εἶναι ἤδη βουλευτὴς καὶ ὅτι δὲν δύναται νὰ ἀφαιρεθῇ τοῦτο τὸ δικαίωμα ἄνευ ἀποφάσεως τῆς Βουλῆς.: [1036, 473, 1248, 514]
paragraph: Ὁ φρούραρχος Πύργου ἀπέστειλεν ἀναφορὰν πρὸς τὸ Ὑπουργεῖον τῶν Δικαιοσύνης, διὰ τῆς ὁποίας παριστᾷ τὴν σαθρότητα τῶν αὐτόθι φυλακῶν, ζητῶν ὅπως ληφθῇ ταχεῖα πρόνοια πρὸς ἐπιδιόρθωσιν αὐτῶν, καθ᾽ ὅσον ὑπάρχει φόβος ἀποδράσεως τῶν κρατουμένων.: [588, 693, 800, 755]
headline: ΜΕΧΡΙ ΤΗΣ ΨΗΦΟΦΟΡΙΑΣ: [1260, 362, 1460, 379]
paragraph: Ἡ Α. Υ. ἐζήτησε πληροφορίας περὶ τῆς συγκροτήσεως τοῦ Διεθνοῦς Ἀρχαιολογικοῦ Συνεδρίου, τὸ ὁποῖον πρόκειται νὰ συνέλθῃ ἐφέτος ἐν Ἀθήναις, καὶ ὁ κ. Καββαδίας ἐξέθεσεν εἰς τὴν Α. Υ. τὰ μέχρι τοῦδε γενόμενα.: [364, 709, 576, 761]
headline: ΕΙΣ ΤΟ ΣΥΝΤΑΓΜΑ: [140, 173, 352, 190]
signature-city: Ἀθῆναι: [315, 1060, 346, 1071]
paragraph: Ἐν τῷ μεταξὺ ἀγορεύει ὁ κ. Λεβίδης ἐπὶ τοῦ ζητήματος. Λέγει ὅτι ὁ κανονισμὸς δὲν προβλέπει τὴν περίπτωσιν ταύτην καὶ ὅτι ἡ Βουλὴ ὀφείλει νὰ ἀποφασίσῃ ἐκ νέου.: [812, 715, 1024, 756]
paragraph: Πρὸς τὸν σκοπὸν τοῦτον ἀπεφασίσαμεν νὰ προβῶμεν εἰς τὴν ἔκδοσιν κατ᾽ ἀρχὰς δύο τόμων κατὰ μῆνα, ἐκ τῶν ὁποίων ὁ εἷς θὰ περιέχῃ ἔργον ξένον εἰς μετάφρασιν, ὁ δὲ ἄλλος πρωτότυπον ἑλληνικὸν ἔργον, ἐπιμελῶς διωρθωμένον ὑπὸ τοῦ ἰδίου συγγραφέως.: [140, 854, 352, 916]
headline: Ο ΜΙΚΡΟΣ ΓΙΓΑΣ: [1036, 452, 1248, 469]
paragraph: Ἡ γνώμη τὴν ὁποίαν ἐξέφρασαν ὁ κ. Ζαΐμης καὶ ὁ κ. Θεοτόκης εἶναι ὅτι ἡ Βουλὴ θὰ ἀποφανθῇ διὰ ψηφοφορίας, ἐνῶ ὁ κ. Μπουφίδης θέλει τὸν κλῆρον.: [1260, 281, 1460, 322]
paragraph: Εἰς τὴν Βουλὴν ἡ συζήτησις ἐπὶ τῆς ἐπερωτήσεως τοῦ κ. Δενὺς Κοσὲν ἐπὶ τῆς ἐπεμβάσεως τῆς ἀστυνομίας κατὰ τὴν κηδείαν τοῦ Μαχμοὺτ πασσᾶ προεκάλεσε ζωηρὰ ἐπεισόδια. Ὁ Πρωθυπουργὸς καὶ Ὑπουργὸς τῶν Ἐσωτερικῶν κ. Κλεμανσὼ ἐδήλωσεν ὅτι ἡ ἀστυνομία δὲν εἶχεν ἄλλον σκοπὸν παρὰ νὰ ἐμποδίσῃ τὰς ἐκδηλώσεις ἐναντίον τοῦ Σουλτάνου.: [588, 377, 800, 469]
headline: ΔΙΑΚΟΙΝΩΣΙΣ ΤΩΝ ΔΥΝΑΜΕΩΝ ΠΡΟΣ ΤΗΝ ΤΟΥΡΚΙΑΝ: [364, 202, 576, 231]
paragraph: Ὁ κ. ΜΟΣΚΟΒΟΥΛΟΣ, ὁ ὁποῖος ἄρχεται τῆς ἀγορεύσεώς του, λέγει ὅτι ἡ ψηφοφορία πρέπει νὰ γίνῃ πάλιν, διότι ἡ ἐπαρχία Αἰγιαλείας δὲν ἐκπροσωπεῖται.: [1036, 688, 1248, 730]
headline-large: Ο ΤΣΑΡΟΣ: [644, 208, 744, 228]
